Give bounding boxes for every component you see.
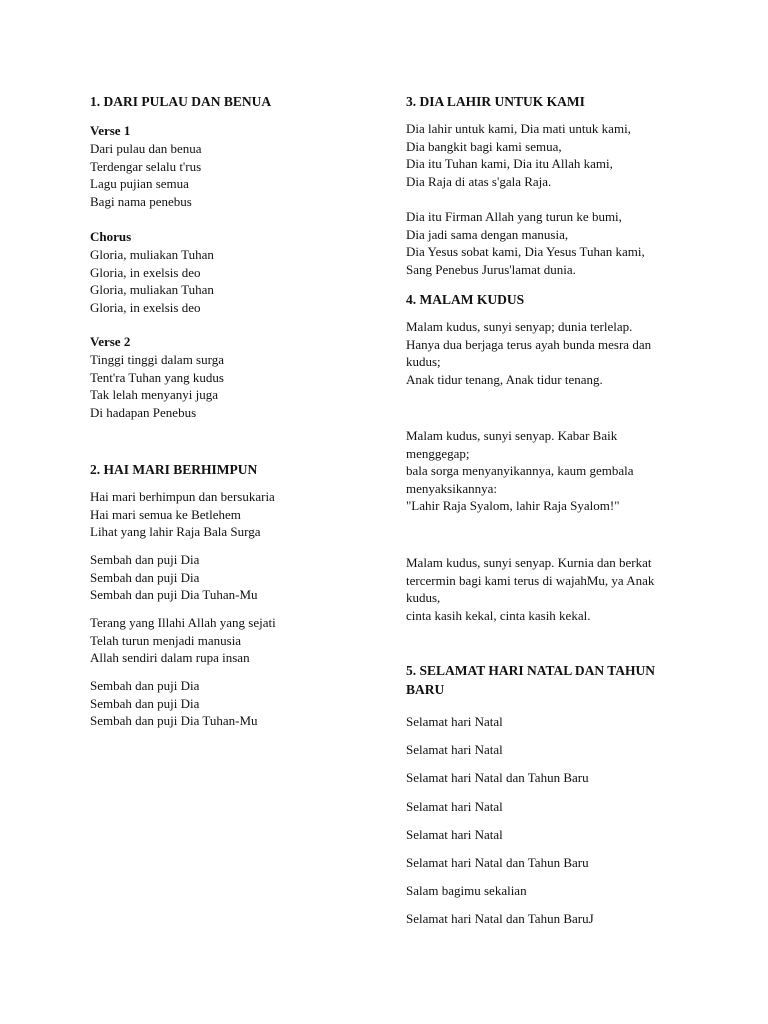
song-2-title: 2. HAI MARI BERHIMPUN [90,462,258,477]
song-2-stanza-3 [90,614,276,667]
song-5-lyrics [406,708,594,934]
song-3-stanza-1 [406,120,631,190]
lyric-line: Selamat hari Natal dan Tahun Baru [406,770,589,786]
lyric-line: Dia Raja di atas s'gala Raja. [406,173,552,189]
lyric-line: Selamat hari Natal [406,742,503,758]
lyric-line: "Lahir Raja Syalom, lahir Raja Syalom!" [406,498,620,514]
lyric-line: Selamat hari Natal dan Tahun BaruJ [406,911,594,927]
lyric-line: Allah sendiri dalam rupa insan [90,650,250,666]
song-2-stanza-4 [90,677,258,730]
song-4-stanza-3 [406,554,674,624]
lyric-line: Gloria, in exelsis deo [90,299,201,315]
lyric-line: Tinggi tinggi dalam surga [90,352,224,367]
song-4-stanza-1 [406,318,674,388]
lyric-line: Sang Penebus Jurus'lamat dunia. [406,261,576,277]
lyric-line: Terdengar selalu t'rus [90,158,202,174]
song-1-chorus [90,246,214,316]
lyric-line: Sembah dan puji Dia [90,552,200,567]
lyric-line: Terang yang Illahi Allah yang sejati [90,615,276,630]
lyric-line: Lihat yang lahir Raja Bala Surga [90,524,261,540]
song-3-title: 3. DIA LAHIR UNTUK KAMI [406,94,585,109]
song-2-stanza-2 [90,551,258,604]
lyric-line: Di hadapan Penebus [90,404,197,420]
lyric-line: Dia itu Tuhan kami, Dia itu Allah kami, [406,156,613,172]
lyric-line: Dia Yesus sobat kami, Dia Yesus Tuhan kami, [406,244,645,260]
song-1-verse-2-label: Verse 2 [90,334,131,349]
lyric-line: Tent'ra Tuhan yang kudus [90,369,224,385]
song-4-stanza-2 [406,427,674,515]
song-2-stanza-1 [90,488,275,541]
song-1-chorus-label: Chorus [90,229,132,244]
lyric-line: Hai mari semua ke Betlehem [90,506,241,522]
lyric-line: Sembah dan puji Dia Tuhan-Mu [90,587,258,603]
lyric-line: Malam kudus, sunyi senyap. Kurnia dan berkat tercermin bagi kami terus di wajahMu, ya Anak kudus, [406,555,655,606]
lyric-line: Salam bagimu sekalian [406,883,527,899]
lyric-line: Selamat hari Natal [406,826,503,842]
lyric-line: cinta kasih kekal, cinta kasih kekal. [406,607,591,623]
lyric-line: Sembah dan puji Dia [90,695,200,711]
lyric-line: Hanya dua berjaga terus ayah bunda mesra dan kudus; [406,336,652,370]
lyric-line: Selamat hari Natal dan Tahun Baru [406,855,589,871]
lyric-line: Sembah dan puji Dia [90,569,200,585]
lyric-line: Malam kudus, sunyi senyap. Kabar Baik menggegap; [406,428,618,461]
lyric-line: Dari pulau dan benua [90,141,202,156]
lyric-line: Malam kudus, sunyi senyap; dunia terlelap. [406,319,633,334]
lyric-line: Hai mari berhimpun dan bersukaria [90,489,275,504]
song-1-verse-1-label: Verse 1 [90,123,131,138]
lyric-line: Bagi nama penebus [90,193,192,209]
lyric-line: Selamat hari Natal [406,714,503,729]
lyric-line: Gloria, muliakan Tuhan [90,247,214,262]
lyric-line: Dia lahir untuk kami, Dia mati untuk kami, [406,121,631,136]
lyric-line: Telah turun menjadi manusia [90,632,242,648]
lyric-line: Anak tidur tenang, Anak tidur tenang. [406,371,603,387]
lyric-line: Dia jadi sama dengan manusia, [406,226,569,242]
lyric-line: Dia itu Firman Allah yang turun ke bumi, [406,209,622,224]
lyric-line: Sembah dan puji Dia [90,678,200,693]
song-1-title: 1. DARI PULAU DAN BENUA [90,94,272,109]
lyric-line: Selamat hari Natal [406,798,503,814]
song-1-verse-2 [90,351,224,421]
lyric-line: bala sorga menyanyikannya, kaum gembala menyaksikannya: [406,463,634,496]
lyric-line: Dia bangkit bagi kami semua, [406,138,562,154]
lyric-line: Gloria, in exelsis deo [90,264,201,280]
lyric-line: Gloria, muliakan Tuhan [90,282,214,298]
lyric-line: Tak lelah menyanyi juga [90,387,218,403]
lyric-line: Lagu pujian semua [90,176,189,192]
song-1-verse-1 [90,140,202,210]
song-5-title: 5. SELAMAT HARI NATAL DAN TAHUN BARU [406,663,656,697]
song-4-title: 4. MALAM KUDUS [406,292,525,307]
lyric-line: Sembah dan puji Dia Tuhan-Mu [90,713,258,729]
song-3-stanza-2 [406,208,645,278]
